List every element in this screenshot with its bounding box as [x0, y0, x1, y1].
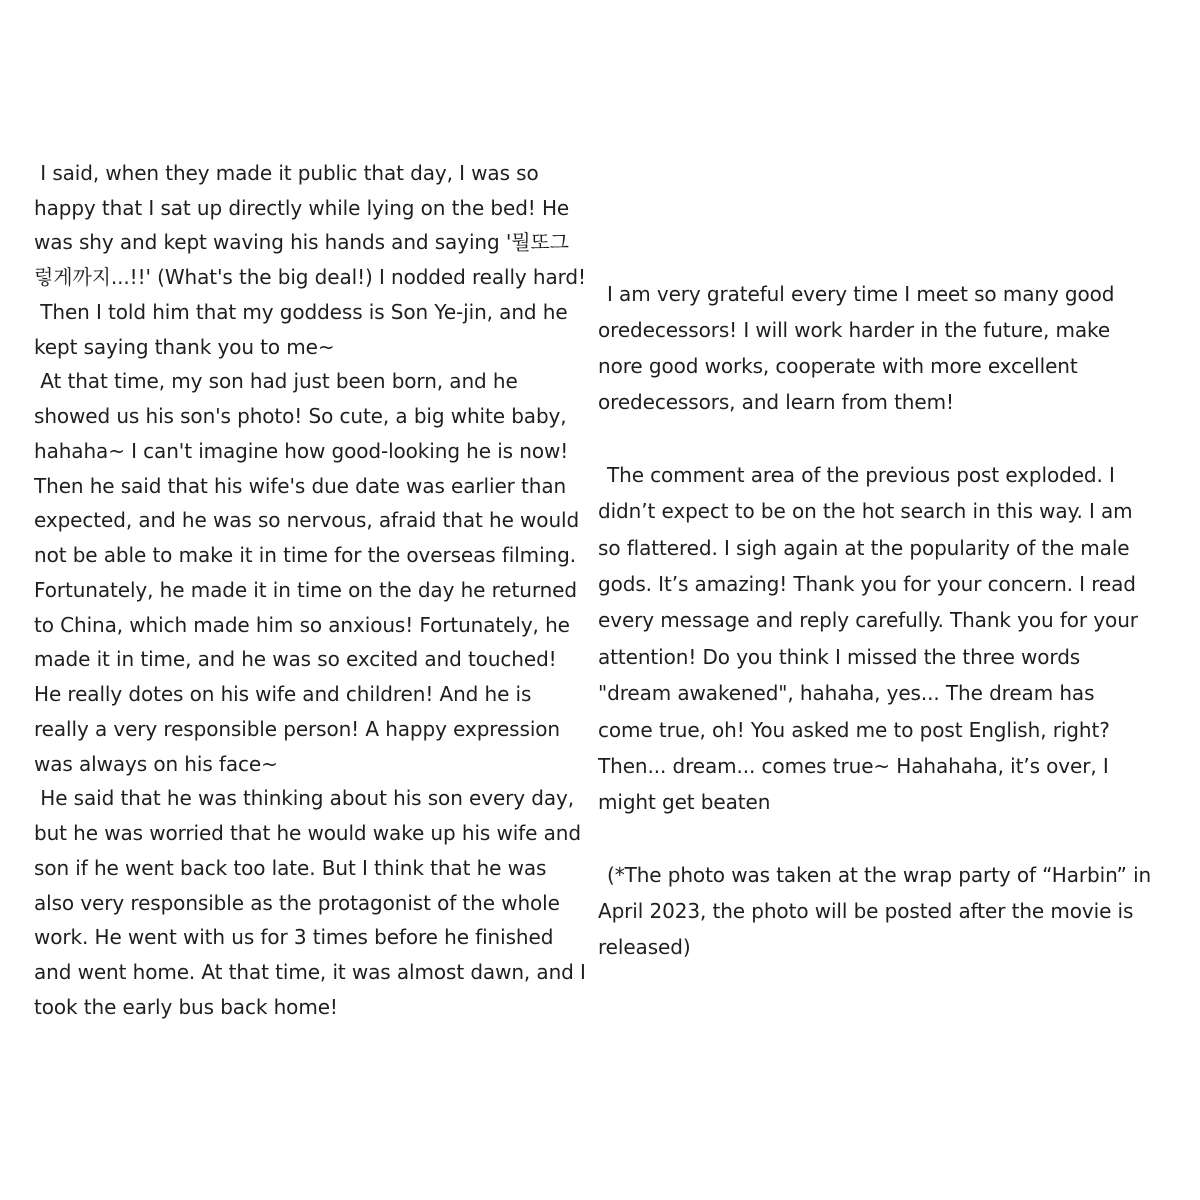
text-line: was always on his face~	[34, 752, 278, 776]
text-line: showed us his son's photo! So cute, a big white baby,	[34, 404, 567, 428]
text-line: might get beaten	[598, 790, 771, 814]
text-line: not be able to make it in time for the overseas filming.	[34, 543, 576, 567]
text-line: didn’t expect to be on the hot search in this way. I am	[598, 499, 1133, 523]
text-line: every message and reply carefully. Thank you for your	[598, 608, 1138, 632]
text-line: The comment area of the previous post exploded. I	[607, 463, 1115, 487]
left-text-panel	[0, 159, 596, 1039]
text-line: 렇게까지...!!' (What's the big deal!) I nodded really hard!	[34, 265, 586, 289]
text-line: released)	[598, 935, 691, 959]
text-line: I am very grateful every time I meet so many good	[607, 282, 1115, 306]
text-line: son if he went back too late. But I think that he was	[34, 856, 547, 880]
text-line: "dream awakened", hahaha, yes... The dream has	[598, 681, 1095, 705]
text-line: nore good works, cooperate with more excellent	[598, 354, 1078, 378]
text-line: attention! Do you think I missed the three words	[598, 645, 1081, 669]
text-line: He really dotes on his wife and children! And he is	[34, 682, 532, 706]
text-line: oredecessors, and learn from them!	[598, 390, 954, 414]
text-line: also very responsible as the protagonist of the whole	[34, 891, 560, 915]
text-line: and went home. At that time, it was almost dawn, and I	[34, 960, 586, 984]
text-line: gods. It’s amazing! Thank you for your concern. I read	[598, 572, 1136, 596]
text-line: At that time, my son had just been born, and he	[34, 369, 518, 393]
text-line: kept saying thank you to me~	[34, 335, 335, 359]
right-text-panel	[598, 276, 1200, 976]
text-line: really a very responsible person! A happy expression	[34, 717, 560, 741]
text-line: He said that he was thinking about his son every day,	[34, 786, 575, 810]
text-line: Fortunately, he made it in time on the day he returned	[34, 578, 577, 602]
text-line: Then... dream... comes true~ Hahahaha, it’s over, I	[598, 754, 1109, 778]
text-line: expected, and he was so nervous, afraid that he would	[34, 508, 580, 532]
text-line: Then I told him that my goddess is Son Ye-jin, and he	[34, 300, 568, 324]
text-line: hahaha~ I can't imagine how good-looking he is now!	[34, 439, 569, 463]
text-line: April 2023, the photo will be posted after the movie is	[598, 899, 1134, 923]
text-line: Then he said that his wife's due date was earlier than	[34, 474, 567, 498]
text-line: so flattered. I sigh again at the popularity of the male	[598, 536, 1130, 560]
text-line: come true, oh! You asked me to post English, right?	[598, 718, 1110, 742]
text-line: work. He went with us for 3 times before he finished	[34, 925, 554, 949]
text-line: took the early bus back home!	[34, 995, 338, 1019]
text-line: I said, when they made it public that day, I was so	[34, 161, 539, 185]
text-line: happy that I sat up directly while lying on the bed! He	[34, 196, 570, 220]
text-line: made it in time, and he was so excited and touched!	[34, 647, 557, 671]
text-line: to China, which made him so anxious! Fortunately, he	[34, 613, 570, 637]
text-line: (*The photo was taken at the wrap party of “Harbin” in	[607, 863, 1152, 887]
text-line: was shy and kept waving his hands and saying '뭘또그	[34, 230, 569, 254]
text-line: oredecessors! I will work harder in the future, make	[598, 318, 1111, 342]
text-line: but he was worried that he would wake up his wife and	[34, 821, 581, 845]
